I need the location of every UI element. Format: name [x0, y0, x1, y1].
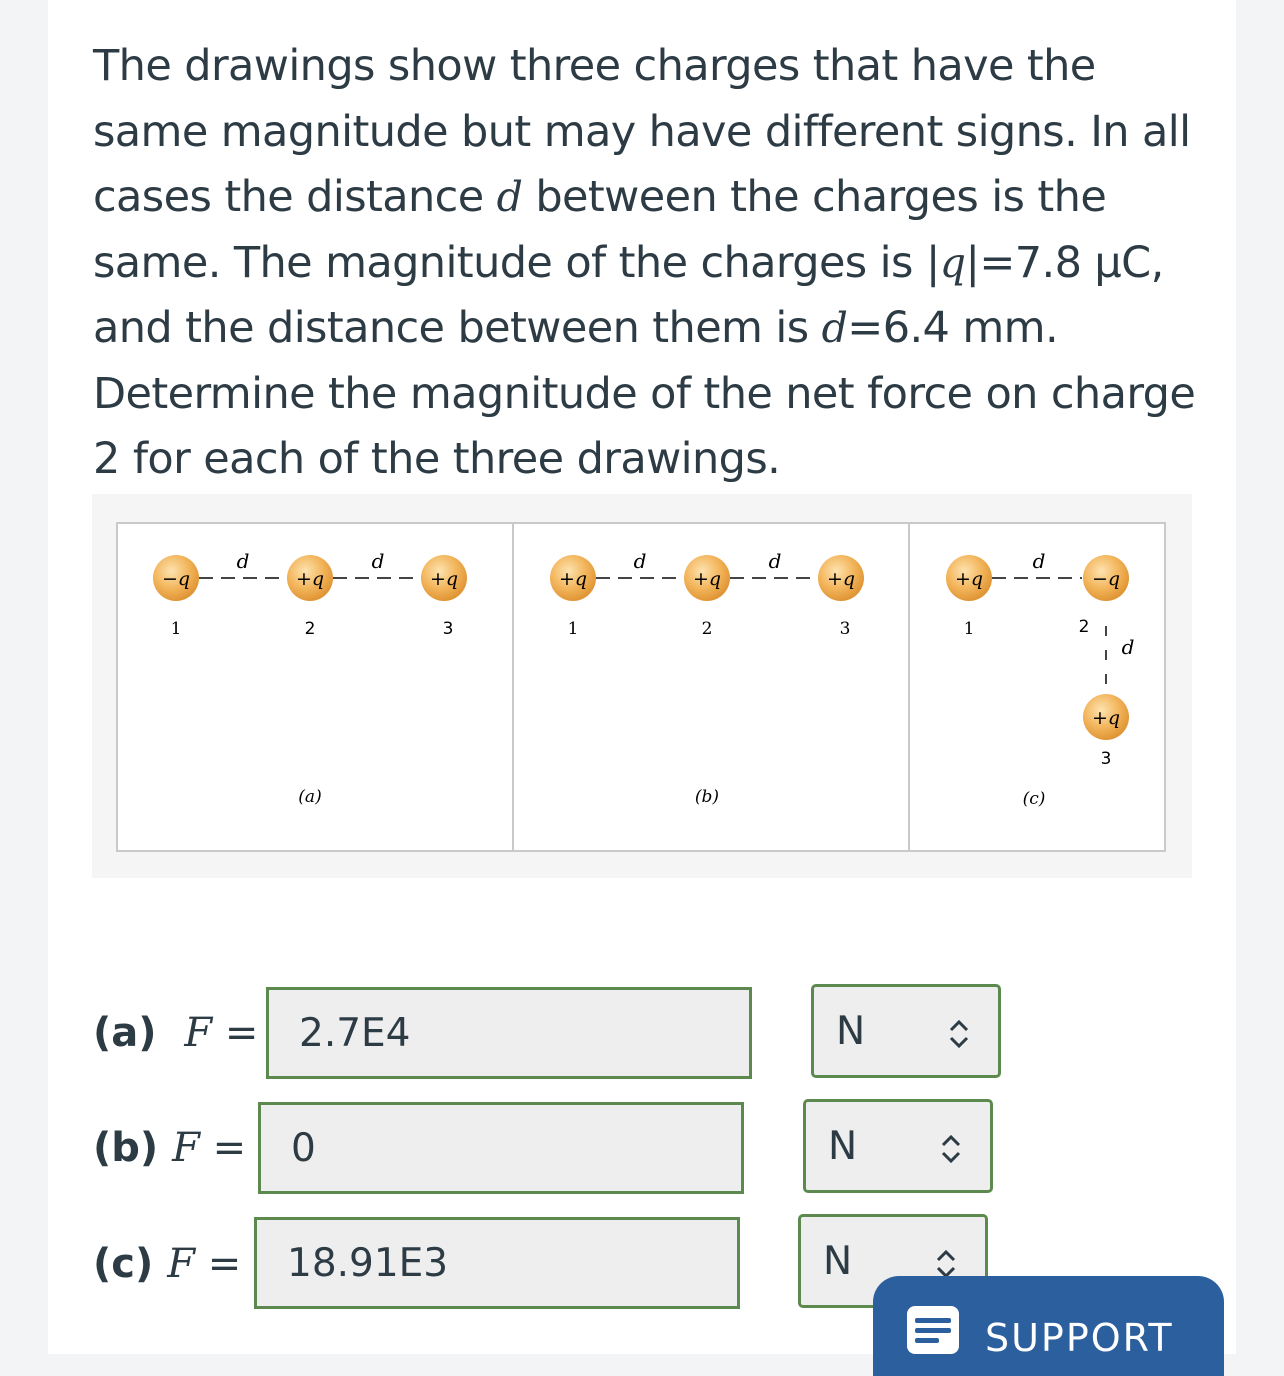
charge-number: 1 — [170, 619, 182, 639]
charge-a1-sign: −q — [161, 568, 191, 590]
unit-value: N — [823, 1238, 853, 1284]
panel-caption: (c) — [1022, 789, 1046, 809]
panel-c — [946, 549, 1134, 809]
panel-a — [153, 549, 467, 807]
answer-b-input[interactable]: 0 — [258, 1102, 744, 1194]
chevron-updown-icon — [938, 1133, 964, 1165]
support-label: SUPPORT — [985, 1316, 1174, 1360]
panel-b — [550, 549, 864, 807]
gap-label: d — [1121, 635, 1135, 659]
charge-number: 1 — [963, 619, 975, 639]
support-button[interactable] — [873, 1276, 1224, 1376]
charge-number: 3 — [839, 619, 851, 639]
chat-lines-icon — [905, 1304, 961, 1356]
answer-c-label: (c) F = — [93, 1241, 242, 1287]
answer-a-label: (a) F = — [93, 1010, 259, 1056]
charge-number: 3 — [1100, 749, 1112, 769]
unit-value: N — [828, 1123, 858, 1169]
panel-caption: (b) — [694, 787, 720, 807]
answer-b-unit-select[interactable] — [803, 1099, 993, 1193]
gap-label: d — [633, 549, 647, 573]
gap-label: d — [1032, 549, 1046, 573]
charge-c1-sign: +q — [954, 568, 984, 590]
charge-number: 2 — [701, 619, 713, 639]
panel-caption: (a) — [298, 787, 322, 807]
charge-c3-sign: +q — [1091, 707, 1121, 729]
unit-value: N — [836, 1008, 866, 1054]
charges-figure — [92, 494, 1192, 878]
charge-c2-sign: −q — [1091, 568, 1121, 590]
figure-drawing — [118, 524, 1164, 850]
gap-label: d — [768, 549, 782, 573]
answer-b-label: (b) F = — [93, 1125, 247, 1171]
gap-label: d — [236, 549, 250, 573]
charge-number: 2 — [304, 619, 316, 639]
charge-number: 1 — [567, 619, 579, 639]
question-text: The drawings show three charges that have the same magnitude but may have different signs. In all cases the distance d between the charges is the same. The magnitude of the charges is |q|=7.8 μC, and the distance between them is d=6.4 mm. Determine the magnitude of the net force on charge 2 for each of the three drawings. — [93, 41, 1196, 484]
answer-c-input[interactable]: 18.91E3 — [254, 1217, 740, 1309]
charge-number: 2 — [1078, 617, 1090, 637]
answer-a-input[interactable]: 2.7E4 — [266, 987, 752, 1079]
charge-a2-sign: +q — [295, 568, 325, 590]
charge-b3-sign: +q — [826, 568, 856, 590]
charge-a3-sign: +q — [429, 568, 459, 590]
charge-number: 3 — [442, 619, 454, 639]
charge-b1-sign: +q — [558, 568, 588, 590]
figure-frame — [116, 522, 1166, 852]
charge-b2-sign: +q — [692, 568, 722, 590]
chevron-updown-icon — [946, 1018, 972, 1050]
gap-label: d — [371, 549, 385, 573]
answer-a-unit-select[interactable] — [811, 984, 1001, 1078]
